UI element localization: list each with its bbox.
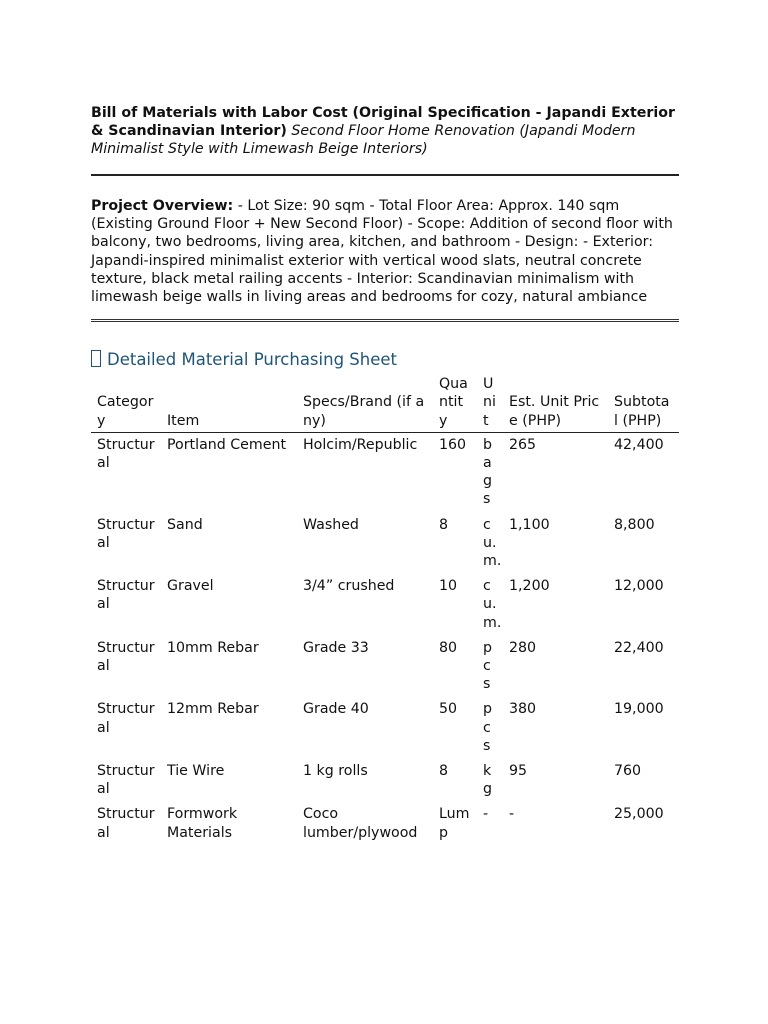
- cell-quantity: 160: [439, 436, 467, 453]
- cell-quantity: Lump: [439, 806, 470, 841]
- cell-unit-price: 280: [509, 639, 537, 656]
- cell-item: Portland Cement: [167, 436, 287, 453]
- cell-item: 10mm Rebar: [167, 639, 259, 656]
- cell-subtotal: 12,000: [614, 578, 664, 595]
- title-divider: [91, 174, 679, 176]
- cell-unit-price: 1,100: [509, 516, 550, 533]
- cell-category: Structural: [97, 436, 155, 472]
- overview-text: - Lot Size: 90 sqm - Total Floor Area: Approx. 140 sqm (Existing Ground Floor + New Second Floor) - Scope: Addition of second floor with balcony, two bedrooms, living area, kitchen, and bathroom - Design: - Exterior: Japandi-inspired minimalist exterior with vertical wood slats, neutral concrete texture, black metal railing accents - Interior: Scandinavian minimalism with limewash beige walls in living areas and bedrooms for cozy, natural ambiance: [91, 198, 673, 306]
- header-item: Item: [167, 412, 200, 429]
- header-subtotal: Subtotal (PHP): [614, 394, 670, 429]
- cell-item: Tie Wire: [167, 763, 225, 780]
- cell-unit-price: 1,200: [509, 578, 550, 595]
- cell-specs: 3/4” crushed: [303, 578, 395, 595]
- cell-quantity: 10: [439, 578, 458, 595]
- cell-quantity: 50: [439, 701, 458, 718]
- cell-unit: pcs: [483, 639, 493, 693]
- cell-specs: Holcim/Republic: [303, 436, 418, 453]
- cell-unit: cu.m.: [483, 516, 502, 570]
- title-subtitle: Second Floor Home Renovation (Japandi Modern Minimalist Style with Limewash Beige Interiors): [91, 123, 636, 157]
- cell-subtotal: 42,400: [614, 436, 664, 453]
- cell-item: Formwork Materials: [167, 806, 238, 841]
- cell-specs: 1 kg rolls: [303, 763, 368, 780]
- cell-subtotal: 25,000: [614, 806, 664, 823]
- project-overview: [91, 197, 679, 306]
- table-row: [91, 636, 679, 698]
- cell-item: 12mm Rebar: [167, 701, 259, 718]
- section-heading: [91, 350, 679, 370]
- header-unit-price: Est. Unit Price (PHP): [509, 394, 600, 429]
- title-bold: Bill of Materials with Labor Cost (Original Specification - Japandi Exterior & Scandinavian Interior): [91, 105, 675, 139]
- cell-unit: -: [483, 806, 489, 823]
- header-specs: Specs/Brand (if any): [303, 394, 425, 429]
- overview-label: Project Overview:: [91, 198, 234, 214]
- cell-unit: pcs: [483, 701, 493, 754]
- cell-subtotal: 22,400: [614, 639, 664, 656]
- table-row: [91, 432, 679, 512]
- table-row: [91, 697, 679, 759]
- header-unit: Unit: [483, 376, 496, 429]
- section-heading-text: Detailed Material Purchasing Sheet: [107, 350, 397, 370]
- document-title: [91, 104, 679, 158]
- cell-category: Structural: [97, 639, 155, 675]
- document-page: [91, 104, 679, 846]
- material-table: [91, 375, 679, 846]
- cell-quantity: 8: [439, 516, 449, 533]
- cell-quantity: 80: [439, 639, 458, 656]
- cell-subtotal: 760: [614, 763, 642, 780]
- cell-specs: Grade 33: [303, 639, 369, 656]
- header-quantity: Quantity: [439, 376, 468, 429]
- cell-unit-price: 95: [509, 763, 528, 780]
- cell-category: Structural: [97, 806, 155, 841]
- overview-divider: [91, 319, 679, 322]
- cell-category: Structural: [97, 516, 155, 551]
- cell-unit: bags: [483, 436, 493, 508]
- cell-specs: Coco lumber/plywood: [303, 806, 418, 841]
- cell-quantity: 8: [439, 763, 449, 780]
- table-header-row: [91, 375, 679, 432]
- cell-unit-price: 380: [509, 701, 537, 718]
- cell-category: Structural: [97, 763, 155, 798]
- cell-unit-price: -: [509, 806, 515, 823]
- cell-unit-price: 265: [509, 436, 537, 453]
- clipboard-icon: [91, 350, 101, 367]
- cell-subtotal: 19,000: [614, 701, 664, 718]
- cell-specs: Grade 40: [303, 701, 369, 718]
- table-row: [91, 802, 679, 845]
- header-category: Category: [97, 394, 154, 429]
- table-row: [91, 574, 679, 636]
- cell-item: Gravel: [167, 578, 214, 595]
- cell-subtotal: 8,800: [614, 516, 655, 533]
- table-row: [91, 513, 679, 575]
- cell-specs: Washed: [303, 516, 359, 533]
- cell-category: Structural: [97, 701, 155, 736]
- table-body: [91, 432, 679, 846]
- cell-item: Sand: [167, 516, 203, 533]
- cell-unit: cu.m.: [483, 578, 502, 631]
- table-row: [91, 759, 679, 802]
- cell-category: Structural: [97, 578, 155, 613]
- cell-unit: kg: [483, 763, 493, 798]
